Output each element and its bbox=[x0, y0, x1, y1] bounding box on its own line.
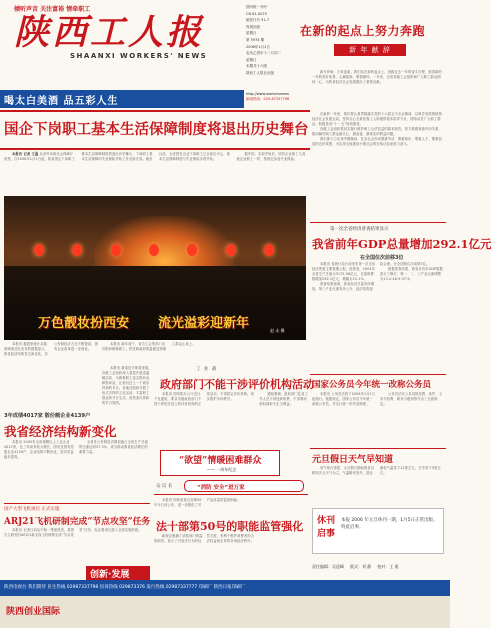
issue-line: 2006年1月1日 bbox=[246, 44, 270, 49]
gdp-divider bbox=[310, 222, 446, 223]
footer-ad-text: 陕西电视台 我们期待 民生热线 02987337798 投诉热线 029873376 发行热线 02987337777 印刷厂 陕西日报印刷厂 bbox=[4, 585, 246, 590]
lantern-icon bbox=[187, 244, 197, 256]
editor-name: 责任编辑：吴迎峰 bbox=[312, 564, 344, 569]
editor-name: 校对：王 燕 bbox=[377, 564, 399, 569]
gov-subheadline-2: —— 一周年纪念 bbox=[207, 467, 237, 472]
aero-kicker: 国产大型飞机项目 正式实施 bbox=[4, 507, 60, 512]
civil-article-body: 本报讯 公务员法将于2006年1月1日起施行。根据规定，国家公务员今年统一改称公务员，并实行统一的考录制度。 公务员法对公务员的范围、条件、义务与权利、职务与级别等作出了全面规定。 bbox=[312, 392, 443, 406]
lead-headline: 国企下岗职工基本生活保障制度将退出历史舞台 bbox=[4, 121, 309, 138]
stats-article-body: 本报讯 2005年全省规模以上工业企业4017家，比三年前有较大增长，国有及国有控股企业4139户，企业结构不断优化，经济效益稳步提高。 全省非公有制经济增加值占全省生产总值的比重达到37.3%，成为推动我省经济增长的重要力量。 bbox=[4, 440, 148, 459]
lantern-icon bbox=[264, 244, 274, 256]
gov-kicker: 工 业 战 bbox=[196, 367, 218, 372]
gov-label: 众 议 长 bbox=[156, 484, 173, 489]
left-lower-article: 本报讯 据国家统计局陕西调查总队发布的数据显示，我省经济结构发生新变化，非公有制经济占比不断提高，国有企业改革进一步深化。 bbox=[4, 342, 99, 356]
notice-text: 本报 2006 年元旦休刊一期，1月5日正常出版。特此启事。 bbox=[341, 518, 438, 530]
issue-line: 国内统一刊号 bbox=[246, 5, 267, 9]
issue-line: 星期日 bbox=[246, 57, 257, 62]
mid-top-article: 本报讯 新年前夕，省总工会等部门走访慰问困难职工，把党和政府的温暖送到职工群众心坎上。 bbox=[102, 342, 196, 351]
lantern-icon bbox=[34, 244, 44, 256]
gdp-article-body: 本报讯 省统计局日前发布第一次全省经济普查主要数据公报。经普查，2004年全省生产总值为3175.58亿元，比原核算数增加292.1亿元，增幅为10.1%。 普查结果表明，我省经济总量有所增加，第三产业比重有所上升，经济结构更趋合理。在全国的位次前移3位。 根据普查结果，我省对历年GDP数据进行了修订，第一、二、三产业比重调整为13.2:48.9:37.9。 bbox=[312, 262, 443, 291]
notice-box bbox=[312, 508, 444, 554]
issue-line: 邮发代号 51-7 bbox=[246, 18, 270, 23]
footer-ad-bar bbox=[0, 580, 450, 596]
hotline: 新闻热线：029-87337798 bbox=[246, 97, 290, 101]
footer-bottom bbox=[0, 596, 450, 628]
law-divider bbox=[154, 494, 308, 495]
newspaper-title-en: SHAANXI WORKERS' NEWS bbox=[70, 52, 208, 60]
masthead-contact bbox=[246, 92, 306, 102]
website-url[interactable]: http://www.workersnews bbox=[246, 92, 289, 96]
gdp-headline: 我省前年GDP总量增加292.1亿元 bbox=[312, 237, 491, 251]
lantern-icon bbox=[149, 244, 159, 256]
slogan: 倾听声音 关注富裕 情牵职工 bbox=[14, 6, 91, 13]
photo-credit: 赵 永 摄 bbox=[270, 328, 285, 333]
ad-strip bbox=[0, 90, 244, 108]
issue-line: 本期共十六版 bbox=[246, 64, 267, 69]
law-headline: 法十部第50号的职能监管强化 bbox=[156, 520, 304, 533]
aero-divider bbox=[4, 503, 150, 504]
lead-article-body: 本报讯 记者 王磊 从省劳动和社会保障厅获悉，自2006年1月1日起，我省国企下岗职工基本生活保障制度将退出历史舞台，下岗职工基本生活保障向失业保险并轨工作全面完成。截至目前，全省国有企业下岗职工已全部出中心，基本生活保障制度与失业保险实现并轨。 据介绍，实现并轨后，国有企业职工与其他企业职工一样，按规定参加失业保险。 bbox=[4, 152, 306, 161]
lead-dateline: 本报讯 记者 王磊 bbox=[12, 152, 39, 156]
masthead bbox=[8, 4, 243, 64]
civil-headline: 国家公务员今年统一改称公务员 bbox=[312, 380, 432, 390]
lead-headline-bar bbox=[0, 110, 310, 150]
holiday-divider bbox=[310, 448, 446, 449]
editorial-column: 在新的一年里，我们要认真贯彻落实党的十六届五中全会精神，以科学发展观统领经济社会发展全局，坚持全心全意依靠工人阶级的根本指导方针，团结动员广大职工群众，积极投身“十一五”规划建设。 各级工会组织要切实履行维护职工合法权益的基本职责，努力构建和谐劳动关系，推动解决职工群众最关心、最直接、最现实的利益问题。 我们要大力弘扬劳模精神，在全社会形成尊重劳动、尊重知识、尊重人才、尊重创造的良好氛围，为实现全面建设小康社会的宏伟目标而努力奋斗。 bbox=[312, 112, 442, 146]
editor-name: 版式：刘 静 bbox=[350, 564, 372, 569]
civil-divider bbox=[310, 374, 446, 375]
gdp-kicker: 第一次全省经济普查结果显示 bbox=[330, 227, 389, 232]
issue-line: 陕西工人报社出版 bbox=[246, 70, 274, 75]
gov-article-body: 本报讯 国务院办公厅近日下发通知，要求各级政府部门不得干涉依法设立的评价机构的正常活动，不得指定评价机构，切实维护市场秩序。 通知强调，政府部门及其工作人员不得违规收费，不得利用职权谋取不正当利益。 bbox=[154, 392, 308, 406]
banner-headline: 在新的起点上努力奔跑 bbox=[300, 24, 426, 38]
law-article-body: 新规定明确了质检部门的监管职责，加大了对违法行为的处罚力度，有利于维护消费者的合法权益和正常的市场经济秩序。 bbox=[154, 534, 255, 543]
holiday-article-body: 省气象台预报，元旦假日期间我省以晴到多云天气为主，气温略有回升，陕北最低气温零下12度左右，关中零下5度左右。 bbox=[312, 466, 441, 475]
issue-line: CN 61-0070 bbox=[246, 11, 267, 16]
lantern-row bbox=[34, 244, 274, 258]
gdp-sub: 在全国位次前移3位 bbox=[360, 255, 404, 261]
ad-strip-text: 喝太白美酒 品五彩人生 bbox=[4, 96, 119, 107]
footer-ad-a: 陕西创业国际 bbox=[6, 607, 61, 617]
lantern-photo bbox=[4, 196, 306, 340]
lantern-icon bbox=[72, 244, 82, 256]
lantern-icon bbox=[111, 244, 121, 256]
newspaper-title: 陕西工人报 bbox=[14, 12, 205, 53]
new-year-banner bbox=[300, 18, 440, 64]
issue-info bbox=[246, 4, 296, 90]
ad-block-a bbox=[86, 566, 150, 580]
safety-box bbox=[184, 480, 304, 492]
gov-subheadline: “欲望”情暖困难群众 bbox=[179, 456, 262, 466]
banner-sub: 新 年 献 辞 bbox=[334, 44, 406, 56]
issue-line: 每周出版 bbox=[246, 24, 260, 29]
editor-credits bbox=[312, 558, 444, 576]
photo-caption-right: 流光溢彩迎新年 bbox=[158, 316, 250, 331]
issue-line: 农历乙酉年十二月初二 bbox=[246, 51, 281, 56]
aero-article-body: 本报讯 记者日前从中航一集团获悉，我国自主研发的ARJ21新支线飞机研制完成“节点攻坚”任务，标志着项目进入全面实施阶段。 bbox=[4, 528, 142, 537]
stats-kicker: 3年成绩4017家 散份额企业4139户 bbox=[4, 413, 91, 419]
ad-block-a-text: 创新·发展 bbox=[90, 570, 130, 580]
gov-headline: 政府部门不能干涉评价机构活动 bbox=[160, 378, 314, 391]
lantern-icon bbox=[226, 244, 236, 256]
issue-line: 星期日 bbox=[246, 31, 257, 36]
photo-caption-left: 万色靓妆扮西安 bbox=[38, 316, 130, 331]
gov-sub-box bbox=[160, 450, 280, 476]
notice-label: 休刊启事 bbox=[317, 516, 336, 539]
safety-box-text: “消防 安全”进万家 bbox=[197, 485, 245, 491]
stats-headline: 我省经济结构新变化 bbox=[4, 424, 117, 439]
law-intro: 本报讯 国家质检总局第50号令日前公布，进一步强化了对产品质量的监管职能。 bbox=[154, 498, 241, 507]
aero-headline: ARJ21飞机研制完成“节点攻坚”任务 bbox=[4, 517, 151, 527]
holiday-headline: 元旦假日天气早知道 bbox=[312, 455, 394, 465]
mid-left-article: 本报讯 新春佳节即将来临，各级工会组织深入基层开展送温暖活动，为困难职工送去慰问金和慰问品，让他们过上一个欢乐祥和的节日。各地还组织开展了形式多样的文化活动，丰富职工群众的节日生活，营造喜庆祥和的节日氛围。 bbox=[102, 366, 152, 405]
editorial-text: 新年伊始，万象更新。我们站在新的起点上，回顾过去一年的奋斗历程，展望新的一年的美好前景，心潮澎湃，豪情满怀。一年来，全省各级工会组织和广大职工群众团结一心，为我省经济社会发展做出了重要贡献。 bbox=[312, 70, 442, 84]
issue-line: 第 5974 期 bbox=[246, 37, 265, 42]
